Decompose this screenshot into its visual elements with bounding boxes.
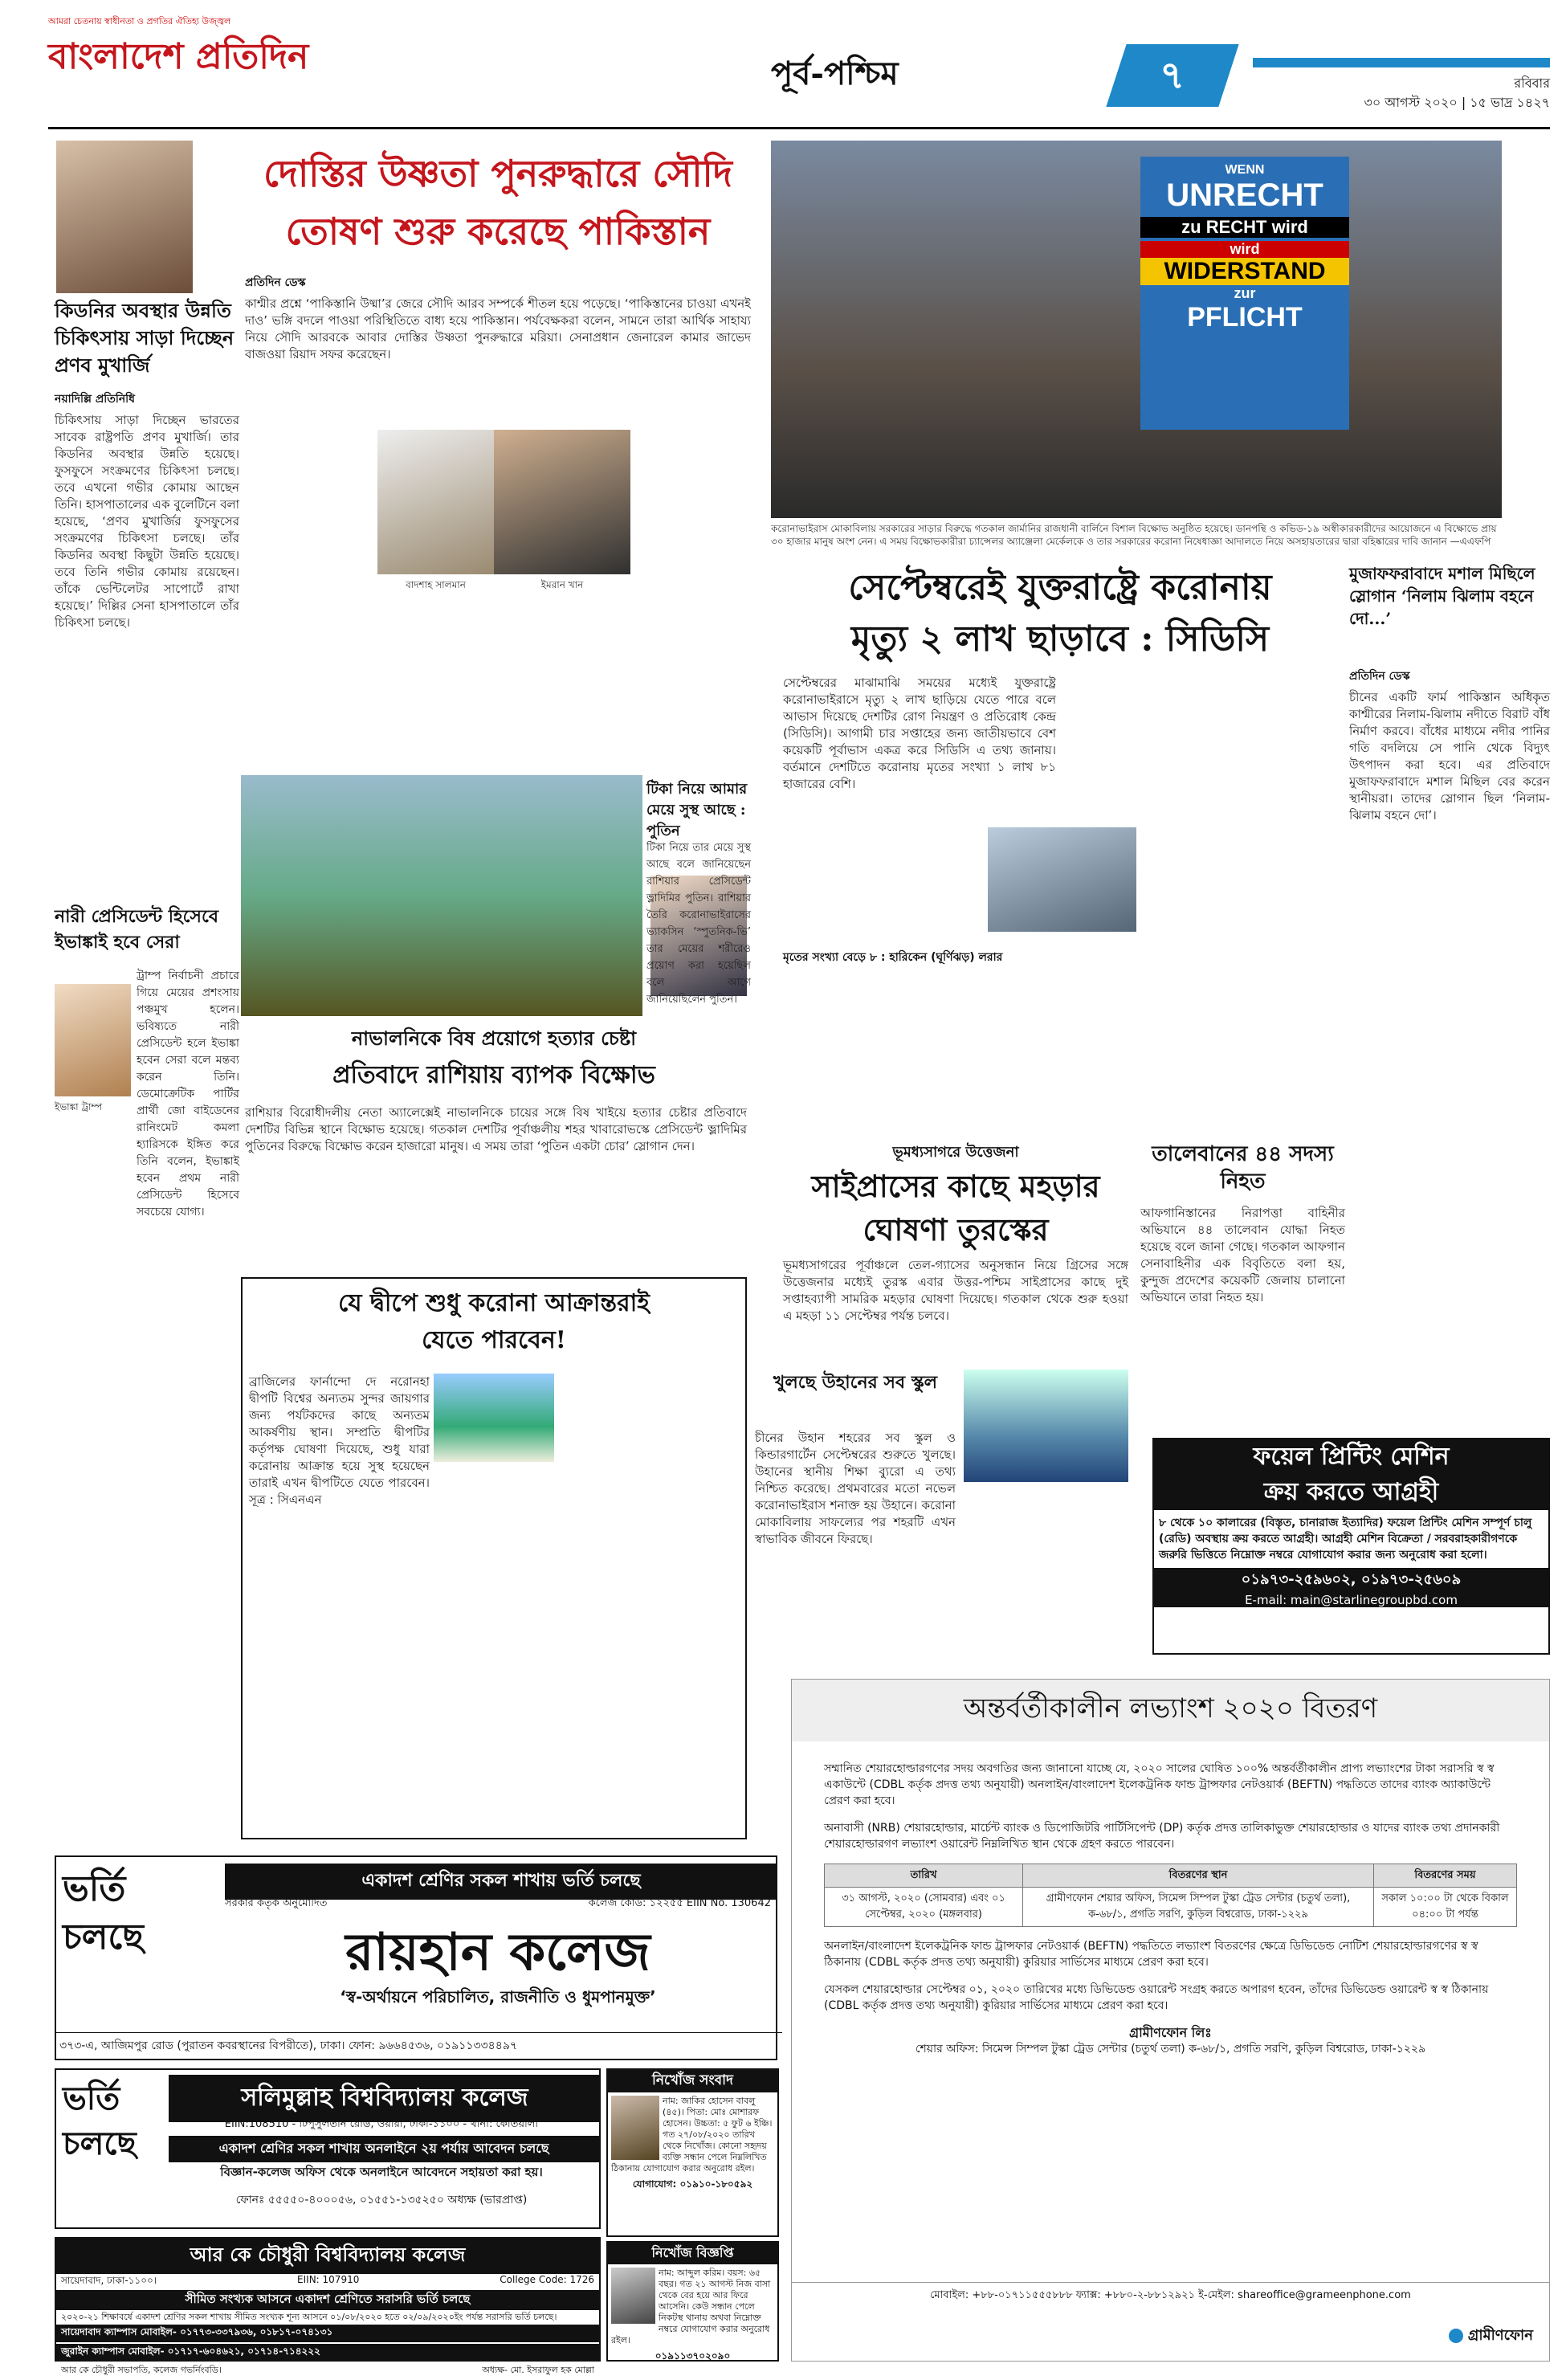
dividend-office: শেয়ার অফিস: সিমেন্স সিম্পল টুস্কা ট্রেড সেন্টার (চতুর্থ তলা) ক-৬৮/১, প্রগতি সরণি, কুড়িল বিশ্বরোড, ঢাকা-১২২৯ [915,2043,1426,2055]
missing-notice-phone: ০১৯১১৩৭০২০৯০ [655,2350,731,2362]
ivanka-photo [55,984,131,1096]
rk-place: সায়েদাবাদ, ঢাকা-১১০০। [61,2275,157,2286]
rk-chowdhury-college-ad [55,2237,601,2375]
berlin-caption-text: করোনাভাইরাস মোকাবিলায় সরকারের সাড়ার বিরুদ্ধে গতকাল জার্মানির রাজধানী বার্লিনে বিশাল বিক্ষোভ অনুষ্ঠিত হয়েছে। ডানপন্থি ও কভিড-১৯ অস্বীকারকারীদের আয়োজনে এ বিক্ষোভে প্রায় ৩০ হাজার মানুষ অংশ নেন। এ সময় বিক্ষোভকারীরা চ্যান্সেলর অ্যাঞ্জেলা মের্কেলকে ও তার সরকারের করোনা নিষেধাজ্ঞা আদালতে নিয়ে অসহায়তারের দ্বারা বহিষ্কারের দাবি জানান [771,523,1497,547]
wuhan-headline: খুলছে উহানের সব স্কুল [773,1372,938,1393]
navalny-headline-line1: নাভালনিকে বিষ প্রয়োগে হত্যার চেষ্টা [351,1027,637,1050]
muzaffarabad-headline: মুজাফফরাবাদে মশাল মিছিলে স্লোগান ‘নিলাম ঝিলাম বহনে দো...’ [1349,564,1535,628]
cyprus-headline-line1: সাইপ্রাসের কাছে মহড়ার [811,1168,1100,1204]
rk-codes-row [56,2274,599,2290]
cdc-headline-line2: মৃত্যু ২ লাখ ছাড়াবে : সিডিসি [850,618,1270,659]
imran-khan-photo [494,430,630,574]
sign-line5: zur [1234,285,1256,301]
berlin-caption-credit: —এএফপি [1450,536,1491,547]
navalny-headline [241,1020,747,1100]
foil-ad-body: ৮ থেকে ১০ কালারের (বিস্তৃত, চানারাজ ইত্যাদির) ফয়েল প্রিন্টিং মেশিন সম্পূর্ণ চালু (রেডি) অবস্থায় ক্রয় করতে আগ্রহী। আগ্রহী মেশিন বিক্রেতা / সরবরাহকারীগণকে জরুরি ভিত্তিতে নিম্নোক্ত নম্বরে যোগাযোগ করার জন্য অনুরোধ করা হলো। [1159,1517,1532,1561]
rayhan-college-ad [55,1855,777,2060]
dividend-place-cell: গ্রামীণফোন শেয়ার অফিস, সিমেন্স সিম্পল টুস্কা ট্রেড সেন্টার (চতুর্থ তলা), ক-৬৮/১, প্রগতি সরণি, কুড়িল বিশ্বরোড, ঢাকা-১২২৯ [1023,1888,1374,1927]
taliban-headline: তালেবানের ৪৪ সদস্য নিহত [1152,1142,1334,1194]
date: ৩০ আগস্ট ২০২০ | ১৫ ভাদ্র ১৪২৭ [1364,95,1550,110]
cyprus-kicker: ভূমধ্যসাগরে উত্তেজনা [892,1144,1019,1161]
missing-notice-title: নিখোঁজ বিজ্ঞপ্তি [608,2243,777,2264]
cdc-photo [988,827,1136,932]
missing-notice-photo [611,2268,655,2324]
sign-line1: UNRECHT [1166,178,1323,213]
missing-news-body: নাম: জাকির হোসেন বাবলু (৪৫)। পিতা: মোঃ মোশারফ হোসেন। উচ্চতা: ৫ ফুট ৬ ইঞ্চি। গত ২৭/০৮/২০২০ তারিখ থেকে নিখোঁজ। কোনো সহৃদয় ব্যক্তি সন্ধান পেলে নিম্নলিখিত ঠিকানায় যোগাযোগ করার অনুরোধ রইল। [611,2096,773,2174]
dividend-time-cell: সকাল ১০:০০ টা থেকে বিকাল ০৪:০০ টা পর্যন্ত [1373,1888,1516,1927]
masthead-logo [48,14,321,103]
king-salman-photo [377,430,494,574]
ivanka-caption: ইভাঙ্কা ট্রাম্প [55,1101,103,1112]
cyprus-headline-line2: ঘোষণা তুরস্কের [863,1211,1049,1247]
cdc-body: সেপ্টেম্বরের মাঝামাঝি সময়ের মধ্যেই যুক্তরাষ্ট্রে করোনাভাইরাসে মৃত্যু ২ লাখ ছাড়িয়ে যেতে পারে বলে আভাস দিয়েছে দেশটির রোগ নিয়ন্ত্রণ ও প্রতিরোধ কেন্দ্র (সিডিসি)। আগামী চার সপ্তাহের জন্য জাতীয়ভাবে বেশ কয়েকটি পূর্বাভাস একত্র করে সিডিসি এ তথ্য জানায়। বর্তমানে দেশটিতে করোনায় মৃতের সংখ্যা ১ লাখ ৮১ হাজারের বেশি। [783,676,1056,791]
rk-line2: ২০২০-২১ শিক্ষাবর্ষে একাদশ শ্রেণির সকল শাখায় সীমিত সংখ্যক শূন্য আসনে ০১/০৮/২০২০ হতে ০২/০৯/২০২০ইং পর্যন্ত সরাসরি ভর্তি চলছে। [61,2312,557,2322]
rayhan-line1: একাদশ শ্রেণির সকল শাখায় ভর্তি চলছে [225,1864,777,1900]
pranab-body: চিকিৎসায় সাড়া দিচ্ছেন ভারতের সাবেক রাষ্ট্রপতি প্রণব মুখার্জি। তার কিডনির অবস্থার উন্নতি হয়েছে। ফুসফুসে সংক্রমণের চিকিৎসা চলছে। তবে এখনো গভীর কোমায় আছেন তিনি। হাসপাতালের এক বুলেটিনে বলা হয়েছে, ‘প্রণব মুখার্জির ফুসফুসের সংক্রমণের চিকিৎসা চলছে। তাঁর কিডনির অবস্থা কিছুটা উন্নতি হয়েছে। তবে তিনি গভীর কোমায় রয়েছেন। তাঁকে ভেন্টিলেটর সাপোর্টে রাখা হয়েছে।’ দিল্লির সেনা হাসপাতালে তাঁর চিকিৎসা চলছে। [55,413,239,630]
imran-khan-caption: ইমরান খান [540,579,584,590]
rk-footer-left: আর কে চৌধুরী সভাপতি, কলেজ গভর্নিংবডি। [61,2365,222,2375]
ivanka-headline: নারী প্রেসিডেন্ট হিসেবে ইভাঙ্কাই হবে সেরা [55,906,219,953]
island-body: ব্রাজিলের ফার্নান্দো দে নরোনহা দ্বীপটি বিশ্বের অন্যতম সুন্দর জায়গার জন্য পর্যটকদের কাছে অন্যতম আকর্ষণীয় স্থান। সম্প্রতি দ্বীপটির কর্তৃপক্ষ ঘোষণা দিয়েছে, শুধু যারা করোনায় আক্রান্ত হয়ে সুস্থ হয়েছেন তারাই এখন দ্বীপটিতে যেতে পারবেন। সূত্র : সিএনএন [249,1374,430,1507]
salimullah-stamp: ভর্তি চলছে [63,2080,137,2162]
dateline [1253,74,1550,122]
salimullah-phone: ফোনঃ ৫৫৫৫০-৪০০০৫৬, ০১৫৫১-১৩৫২৫০ অধ্যক্ষ (ভারপ্রাপ্ত) [235,2194,528,2207]
page-number: ৭ [1160,53,1185,98]
dividend-para3: অনলাইন/বাংলাদেশ ইলেকট্রনিক ফান্ড ট্রান্সফার নেটওয়ার্ক (BEFTN) পদ্ধতিতে লভ্যাংশ বিতরণের ক্ষেত্রে ডিভিডেন্ড নোটিশ শেয়ারহোল্ডারগণের স্ব স্ব ঠিকানায় (CDBL কর্তৃক প্রদত্ত তথ্য অনুযায়ী) কুরিয়ার সার্ভিসের মাধ্যমে প্রেরণ করা হবে। [824,1940,1478,1969]
cyprus-body: ভূমধ্যসাগরের পূর্বাঞ্চলে তেল-গ্যাসের অনুসন্ধান নিয়ে গ্রিসের সঙ্গে উত্তেজনার মধ্যেই তুরস্ক এবার উত্তর-পশ্চিম সাইপ্রাসের কাছে দুই সপ্তাহব্যাপী সামরিক মহড়ার ঘোষণা দিয়েছে। গতকাল থেকে শুরু হওয়া এ মহড়া ১১ সেপ্টেম্বর পর্যন্ত চলবে। [783,1258,1128,1323]
dividend-table [824,1864,1517,1927]
navalny-body: রাশিয়ার বিরোধীদলীয় নেতা অ্যালেক্সেই নাভালনিকে চায়ের সঙ্গে বিষ খাইয়ে হত্যার চেষ্টার প্রতিবাদে দেশটির বিভিন্ন স্থানে বিক্ষোভ হয়েছে। গতকাল দেশটির পূর্বাঞ্চলীয় শহর খাবারোভস্কে প্রেসিডেন্ট ভ্লাদিমির পুতিনের বিরুদ্ধে বিক্ষোভ করেন হাজারো মানুষ। এ সময় তারা ‘পুতিন একটা চোর’ স্লোগান দেন। [245,1105,747,1153]
dividend-company: গ্রামীণফোন লিঃ [1129,2025,1212,2040]
ivanka-body: ট্রাম্প নির্বাচনী প্রচারে গিয়ে মেয়ের প্রশংসায় পঞ্চমুখ হলেন। ভবিষ্যতে নারী প্রেসিডেন্ট হলে ইভাঙ্কা হবেন সেরা বলে মন্তব্য করেন তিনি। ডেমোক্রেটিক পার্টির প্রার্থী জো বাইডেনের রানিংমেট কমলা হ্যারিসকে ইঙ্গিত করে তিনি বলেন, ইভাঙ্কাই হবেন প্রথম নারী প্রেসিডেন্ট হিসেবে সবচেয়ে যোগ্য। [137,970,239,1219]
dividend-title: অন্তর্বর্তীকালীন লভ্যাংশ ২০২০ বিতরণ [792,1680,1549,1741]
foil-ad-phone: ০১৯৭৩-২৫৯৬০২, ০১৯৭৩-২৫৬০৯ [1154,1568,1548,1593]
missing-notice-body: নাম: আব্দুল করিম। বয়স: ৬৫ বছর। গত ২১ আগস্ট নিজ বাসা থেকে বের হয়ে আর ফিরে আসেনি। কেউ সন্ধান পেলে নিকটস্থ থানায় অথবা নিম্নোক্ত নম্বরে যোগাযোগ করার অনুরোধ রইল। [611,2268,771,2345]
salimullah-line1: একাদশ শ্রেণির সকল শাখায় অনলাইনে ২য় পর্যায় আবেদন চলছে [169,2136,599,2162]
rayhan-codes: কলেজ কোড: ১২২৫৫ EIIN No. 130642 [588,1897,771,1909]
muzaffarabad-article [1349,667,1550,1117]
day: রবিবার [1514,76,1550,91]
header-stripe [1253,58,1550,67]
dividend-col-time: বিতরণের সময় [1373,1864,1516,1888]
cdc-subhead: মৃতের সংখ্যা বেড়ে ৮ : হারিকেন (ঘূর্ণিঝড়) লরার [783,951,1003,964]
russia-protest-photo [241,775,642,1016]
pranab-headline: কিডনির অবস্থার উন্নতি চিকিৎসায় সাড়া দিচ্ছেন প্রণব মুখার্জি [55,299,234,377]
putin-body: টিকা নিয়ে তার মেয়ে সুস্থ আছে বলে জানিয়েছেন রাশিয়ার প্রেসিডেন্ট ভ্লাদিমির পুতিন। রাশিয়ার তৈরি করোনাভাইরাসের ভ্যাকসিন ‘স্পুতনিক-ভি’ তার মেয়ের শরীরেও প্রয়োগ করা হয়েছিল বলে আগে জানিয়েছিলেন পুতিন। [646,842,751,1006]
dividend-col-date: তারিখ [825,1864,1023,1888]
pranab-byline: নয়াদিল্লি প্রতিনিধি [55,393,136,406]
berlin-protest-caption [771,522,1502,554]
dividend-table-header [825,1864,1517,1888]
dividend-paragraphs [792,1741,1549,2065]
rayhan-address: ৩৭৩-এ, আজিমপুর রোড (পুরাতন কবরস্থানের বিপরীতে), ঢাকা। ফোন: ৯৬৬৪৫৩৬, ০১৯১১৩৩৪৪৯৭ [56,2032,782,2059]
island-headline [249,1285,739,1366]
pakistan-saudi-headline-line1: দোস্তির উষ্ণতা পুনরুদ্ধারে সৌদি [263,152,732,195]
sign-line3: wird [1140,241,1349,258]
dividend-contacts: মোবাইল: +৮৮-০১৭১১৫৫৫৮৮৮ ফ্যাক্স: +৮৮০-২-৮৮১২৯২১ ই-মেইল: shareoffice@grameenphone.com [792,2282,1549,2304]
page-number-badge [1106,44,1238,107]
rayhan-stamp: ভর্তি চলছে [63,1868,144,1957]
rk-college-code: College Code: 1726 [500,2274,594,2285]
header-rule [48,127,1550,129]
pakistan-saudi-headline-line2: তোষণ শুরু করেছে পাকিস্তান [285,210,711,253]
foil-ad-title-line2: ক্রয় করতে আগ্রহী [1154,1475,1548,1510]
newspaper-name: বাংলাদেশ প্রতিদিন [48,36,309,77]
missing-news-title: নিখোঁজ সংবাদ [608,2070,777,2092]
missing-news-photo [611,2096,659,2160]
rk-campus2: জুরাইন ক্যাম্পাস মোবাইল- ০১৭১৭-৬০৪৬২১, ০১৭১৪-৭১৪২২২ [56,2344,599,2362]
rk-campus1: সায়েদাবাদ ক্যাম্পাস মোবাইল- ০১৭৭৩-৩৩৭৯৩৬, ০১৮১৭-০৭৪১৩১ [56,2325,599,2342]
pranab-photo [56,141,193,293]
salimullah-line2: বিজ্ঞান-কলেজ অফিস থেকে অনলাইনে আবেদনে সহায়তা করা হয়। [220,2165,543,2179]
salimullah-eiin: EIIN:108510 - টিপুসুলতান রোড, ওয়ারী, ঢাকা-১১০০ - থানা: কোতয়ালী [224,2118,539,2130]
protest-sign [1140,157,1349,430]
rayhan-tagline: ‘স্ব-অর্থায়নে পরিচালিত, রাজনীতি ও ধুমপানমুক্ত’ [340,1987,656,2006]
dividend-para2: অনাবাসী (NRB) শেয়ারহোল্ডার, মার্চেন্ট ব্যাংক ও ডিপোজিটরি পার্টিসিপেন্ট (DP) কর্তৃক প্রদত্ত তালিকাভুক্ত শেয়ারহোল্ডার ও যাদের ব্যাংক তথ্য প্রদানকারী শেয়ারহোল্ডারগণ লভ্যাংশ ওয়ারেন্ট নিম্নলিখিত স্থান থেকে গ্রহণ করতে পারবেন। [824,1822,1500,1851]
dividend-para1: সম্মানিত শেয়ারহোল্ডারগণের সদয় অবগতির জন্য জানানো যাচ্ছে যে, ২০২০ সালের ঘোষিত ১০০% অন্তর্বর্তীকালীন প্রাপ্য লভ্যাংশের টাকা সরাসরি স্ব স্ব একাউন্টে (CDBL কর্তৃক প্রদত্ত তথ্য অনুযায়ী) অনলাইন/বাংলাদেশ ইলেকট্রনিক ফান্ড ট্রান্সফার নেটওয়ার্ক (BEFTN) পদ্ধতিতে তাদের ব্যাংক অ্যাকাউন্টে প্রেরণ করা হবে। [824,1762,1495,1807]
island-headline-line2: যেতে পারবেন! [422,1326,566,1354]
missing-notice [606,2241,779,2362]
cdc-headline [779,562,1341,667]
putin-headline: টিকা নিয়ে আমার মেয়ে সুস্থ আছে : পুতিন [646,781,748,839]
grameenphone-icon [1449,2329,1463,2343]
missing-news-phone: যোগাযোগ: ০১৯১০-১৮০৫৯২ [632,2178,753,2190]
pakistan-saudi-headline [241,145,755,265]
dividend-para4: যেসকল শেয়ারহোল্ডার সেপ্টেম্বর ০১, ২০২০ তারিখের মধ্যে ডিভিডেন্ড ওয়ারেন্ট সংগ্রহ করতে অপারগ হবেন, তাঁদের ডিভিডেন্ড ওয়ারেন্ট স্ব স্ব ঠিকানায় (CDBL কর্তৃক প্রদত্ত তথ্য অনুযায়ী) কুরিয়ার সার্ভিসের মাধ্যমে প্রেরণ করা হবে। [824,1983,1489,2012]
muzaffarabad-body: চীনের একটি ফার্ম পাকিস্তান অধিকৃত কাশ্মীরের নিলাম-ঝিলাম নদীতে বিরাট বাঁধ নির্মাণ করবে। বাঁধের মাধ্যমে নদীর পানির গতি বদলিয়ে সে পানি থেকে বিদ্যুৎ উৎপাদন করা হবে। এর প্রতিবাদে মুজাফফরাবাদে মশাল মিছিল বের করেন স্থানীয়রা। তাদের স্লোগান ছিল ‘নিলাম-ঝিলাম বহনে দো’। [1349,690,1550,823]
island-headline-line1: যে দ্বীপে শুধু করোনা আক্রান্তরাই [338,1289,650,1317]
grameenphone-brand: গ্রামীণফোন [1467,2327,1533,2344]
table-row [825,1888,1517,1927]
sign-line4: WIDERSTAND [1140,258,1349,285]
sign-line2: zu RECHT wird [1140,217,1349,238]
rayhan-govt: সরকার কর্তৃক অনুমোদিত [225,1897,328,1909]
salimullah-name: সলিমুল্লাহ বিশ্ববিদ্যালয় কলেজ [169,2075,601,2122]
foil-ad-title-line1: ফয়েল প্রিন্টিং মেশিন [1154,1439,1548,1475]
grameenphone-logo [1449,2324,1533,2349]
salimullah-college-ad [55,2068,601,2229]
turkish-ship-photo [964,1370,1128,1482]
taliban-body: আফগানিস্তানের নিরাপত্তা বাহিনীর অভিযানে ৪৪ তালেবান যোদ্ধা নিহত হয়েছে বলে জানা গেছে। গতকাল আফগান সেনাবাহিনীর এক বিবৃতিতে বলা হয়, কুন্দুজ প্রদেশের কয়েকটি জেলায় চালানো অভিযানে তারা নিহত হয়। [1140,1206,1345,1304]
pakistan-saudi-byline: প্রতিদিন ডেস্ক [245,276,306,289]
rk-line1: সীমিত সংখ্যক আসনে একাদশ শ্রেণিতে সরাসরি ভর্তি চলছে [56,2290,599,2310]
cyprus-headline [783,1165,1128,1253]
missing-news [606,2068,779,2237]
rk-footer [56,2362,599,2380]
rk-eiin: EIIN: 107910 [297,2274,360,2285]
dividend-date-cell: ৩১ আগস্ট, ২০২০ (সোমবার) এবং ০১ সেপ্টেম্বর, ২০২০ (মঙ্গলবার) [825,1888,1023,1927]
dividend-notice [791,1679,1550,2362]
island-photo [434,1374,554,1462]
sign-line6: PFLICHT [1187,302,1303,333]
berlin-protest-photo [771,141,1502,518]
section-title: পূর্ব-পশ্চিম [771,55,899,92]
rk-name: আর কে চৌধুরী বিশ্ববিদ্যালয় কলেজ [56,2239,599,2274]
masthead-tagline: আমরা চেতনায় স্বাধীনতা ও প্রগতির ঐতিহ্য উজ্জ্বল [48,16,231,27]
wuhan-body: চীনের উহান শহরের সব স্কুল ও কিন্ডারগার্টেন সেপ্টেম্বরের শুরুতে খুলছে। উহানের স্থানীয় শিক্ষা ব্যুরো এ তথ্য নিশ্চিত করেছে। প্রথমবারের মতো নভেল করোনাভাইরাস শনাক্ত হয় উহানে। করোনা মোকাবিলায় সাফল্যের পর শহরটি এখন স্বাভাবিক জীবনে ফিরছে। [755,1431,956,1546]
foil-ad-email: E-mail: main@starlinegroupbd.com [1154,1593,1548,1607]
cdc-headline-line1: সেপ্টেম্বরেই যুক্তরাষ্ট্রে করোনায় [848,567,1272,608]
dividend-col-place: বিতরণের স্থান [1023,1864,1374,1888]
sign-top: WENN [1225,163,1265,177]
muzaffarabad-byline: প্রতিদিন ডেস্ক [1349,670,1410,683]
rayhan-name: রায়হান কলেজ [345,1922,650,1982]
pakistan-saudi-body: কাশ্মীর প্রশ্নে ‘পাকিস্তানি উষ্মা’র জেরে সৌদি আরব সম্পর্কে শীতল হয়ে পড়েছে। ‘পাকিস্তানের চাওয়া এখনই দাও’ ভঙ্গি বদলে পাওয়া পরিস্থিতিতে বাধ্য হয়ে পাকিস্তান। পর্যবেক্ষকরা বলেন, সামনে তারা আর্থিক সাহায্য নিয়ে সৌদি আরবকে আবার দোস্তির উষ্ণতা পুনরুদ্ধারে মরিয়া। সেনাপ্রধান জেনারেল কামার জাভেদ বাজওয়া রিয়াদ সফর করেছেন। [245,296,751,361]
king-salman-caption: বাদশাহ সালমান [406,579,466,590]
foil-printing-ad [1152,1438,1550,1655]
navalny-headline-line2: প্রতিবাদে রাশিয়ায় ব্যাপক বিক্ষোভ [332,1061,655,1089]
rk-footer-right: অধ্যক্ষ- মো. ইসরাফুল হক মোল্লা [482,2365,594,2375]
